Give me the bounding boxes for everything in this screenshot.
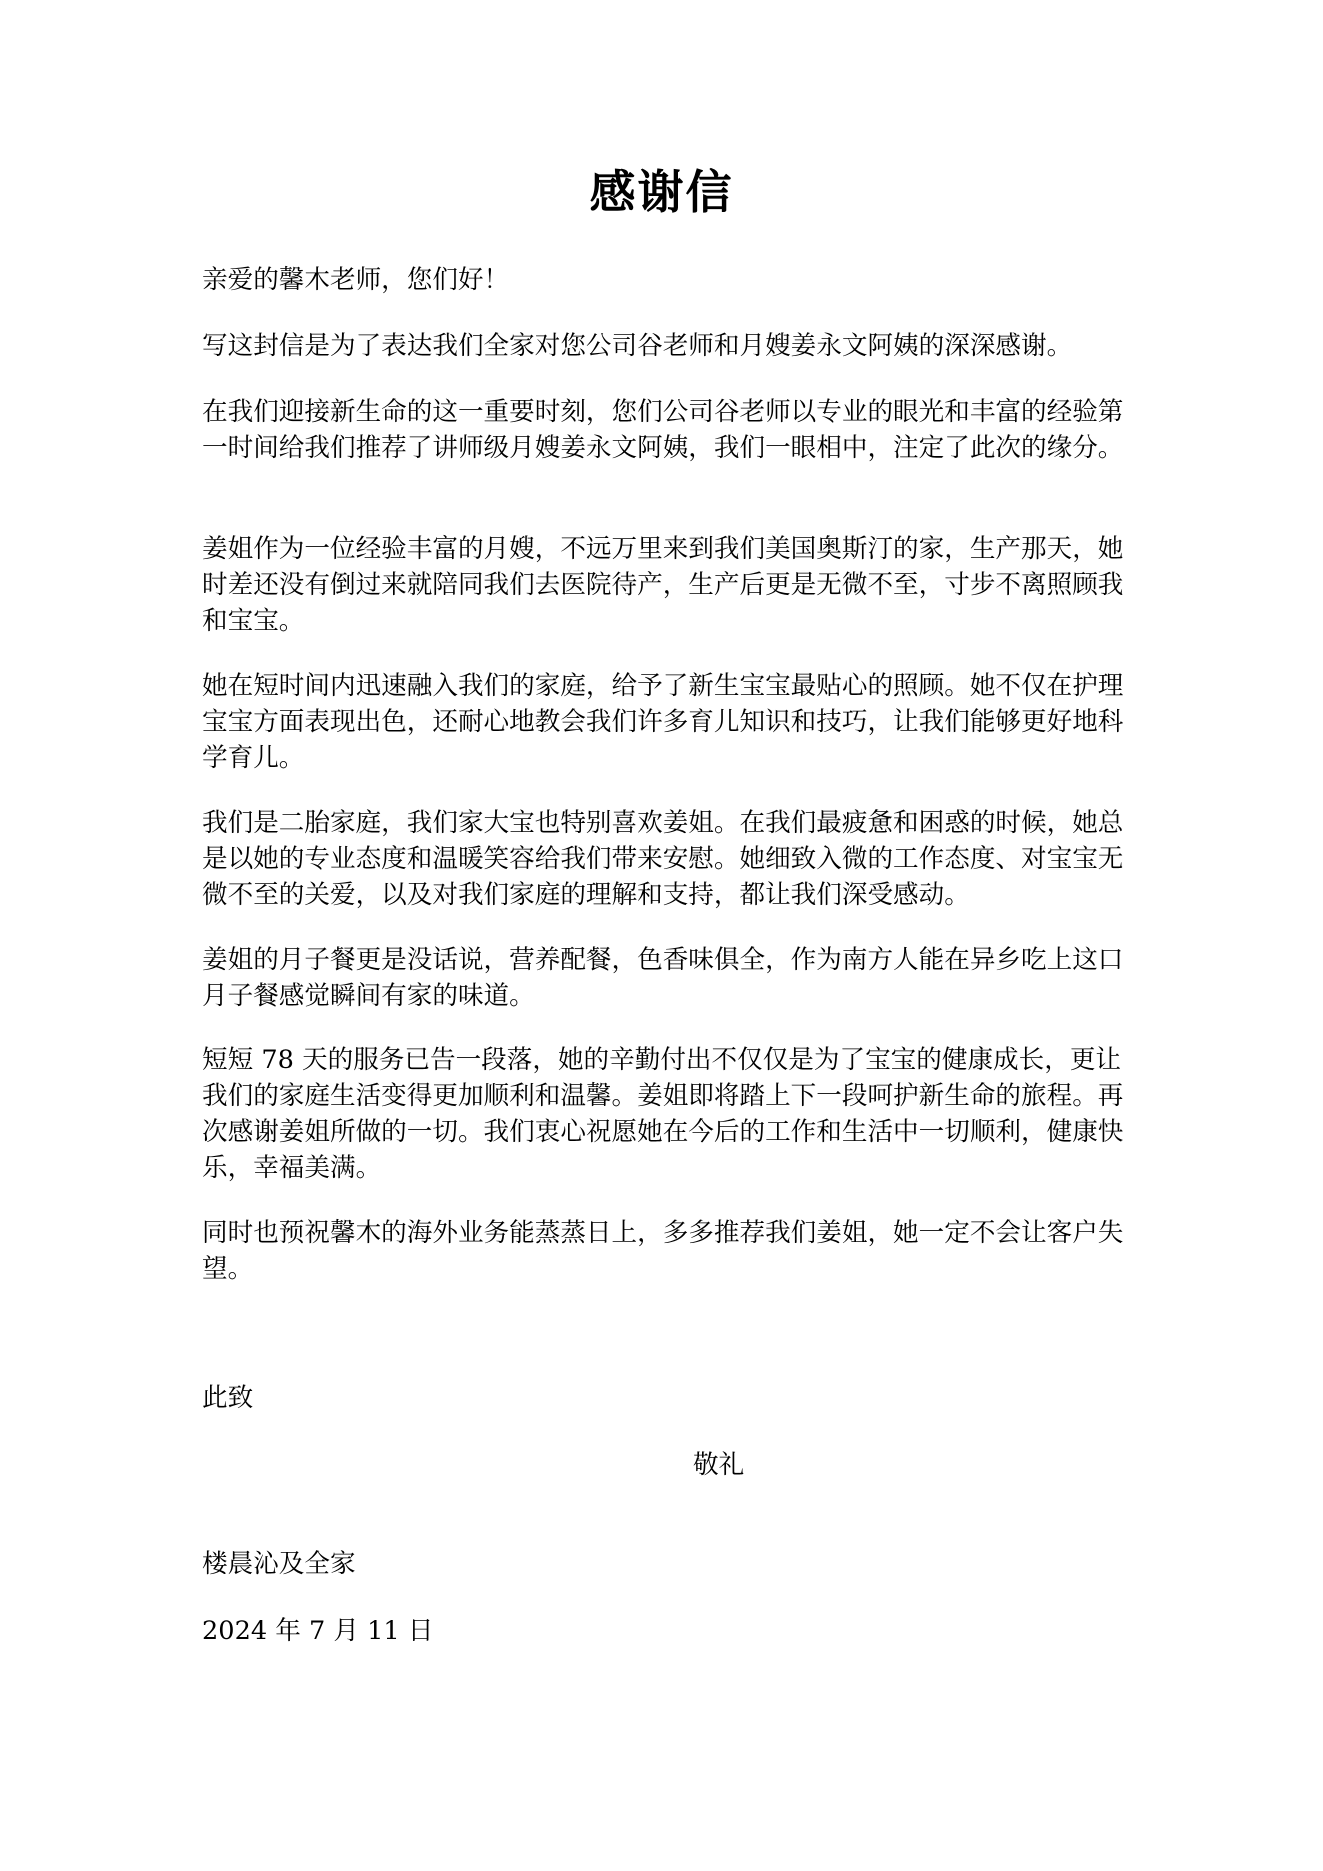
paragraph-5: 我们是二胎家庭，我们家大宝也特别喜欢姜姐。在我们最疲惫和困惑的时候，她总是以她的专业态度和温暖笑容给我们带来安慰。她细致入微的工作态度、对宝宝无微不至的关爱，以及对我们家庭的理解和支持，都让我们深受感动。 [202, 808, 1124, 910]
letter-title: 感谢信 [589, 165, 734, 219]
paragraph-3: 姜姐作为一位经验丰富的月嫂，不远万里来到我们美国奥斯汀的家，生产那天，她时差还没有倒过来就陪同我们去医院待产，生产后更是无微不至，寸步不离照顾我和宝宝。 [202, 534, 1124, 636]
paragraph-6: 姜姐的月子餐更是没话说，营养配餐，色香味俱全，作为南方人能在异乡吃上这口月子餐感觉瞬间有家的味道。 [202, 945, 1124, 1011]
greeting: 亲爱的馨木老师，您们好！ [202, 265, 510, 295]
closing-line-2: 敬礼 [693, 1450, 745, 1480]
signature: 楼晨沁及全家 [202, 1549, 356, 1579]
paragraph-2: 在我们迎接新生命的这一重要时刻，您们公司谷老师以专业的眼光和丰富的经验第一时间给我们推荐了讲师级月嫂姜永文阿姨，我们一眼相中，注定了此次的缘分。 [202, 397, 1124, 463]
paragraph-8: 同时也预祝馨木的海外业务能蒸蒸日上，多多推荐我们姜姐，她一定不会让客户失望。 [202, 1218, 1124, 1284]
paragraph-1: 写这封信是为了表达我们全家对您公司谷老师和月嫂姜永文阿姨的深深感谢。 [202, 331, 1073, 361]
paragraph-7: 短短 78 天的服务已告一段落，她的辛勤付出不仅仅是为了宝宝的健康成长，更让我们的家庭生活变得更加顺利和温馨。姜姐即将踏上下一段呵护新生命的旅程。再次感谢姜姐所做的一切。我们衷心祝愿她在今后的工作和生活中一切顺利，健康快乐，幸福美满。 [202, 1045, 1124, 1183]
paragraph-4: 她在短时间内迅速融入我们的家庭，给予了新生宝宝最贴心的照顾。她不仅在护理宝宝方面表现出色，还耐心地教会我们许多育儿知识和技巧，让我们能够更好地科学育儿。 [202, 671, 1124, 773]
closing-line-1: 此致 [202, 1383, 254, 1413]
letter-date: 2024 年 7 月 11 日 [202, 1616, 434, 1646]
